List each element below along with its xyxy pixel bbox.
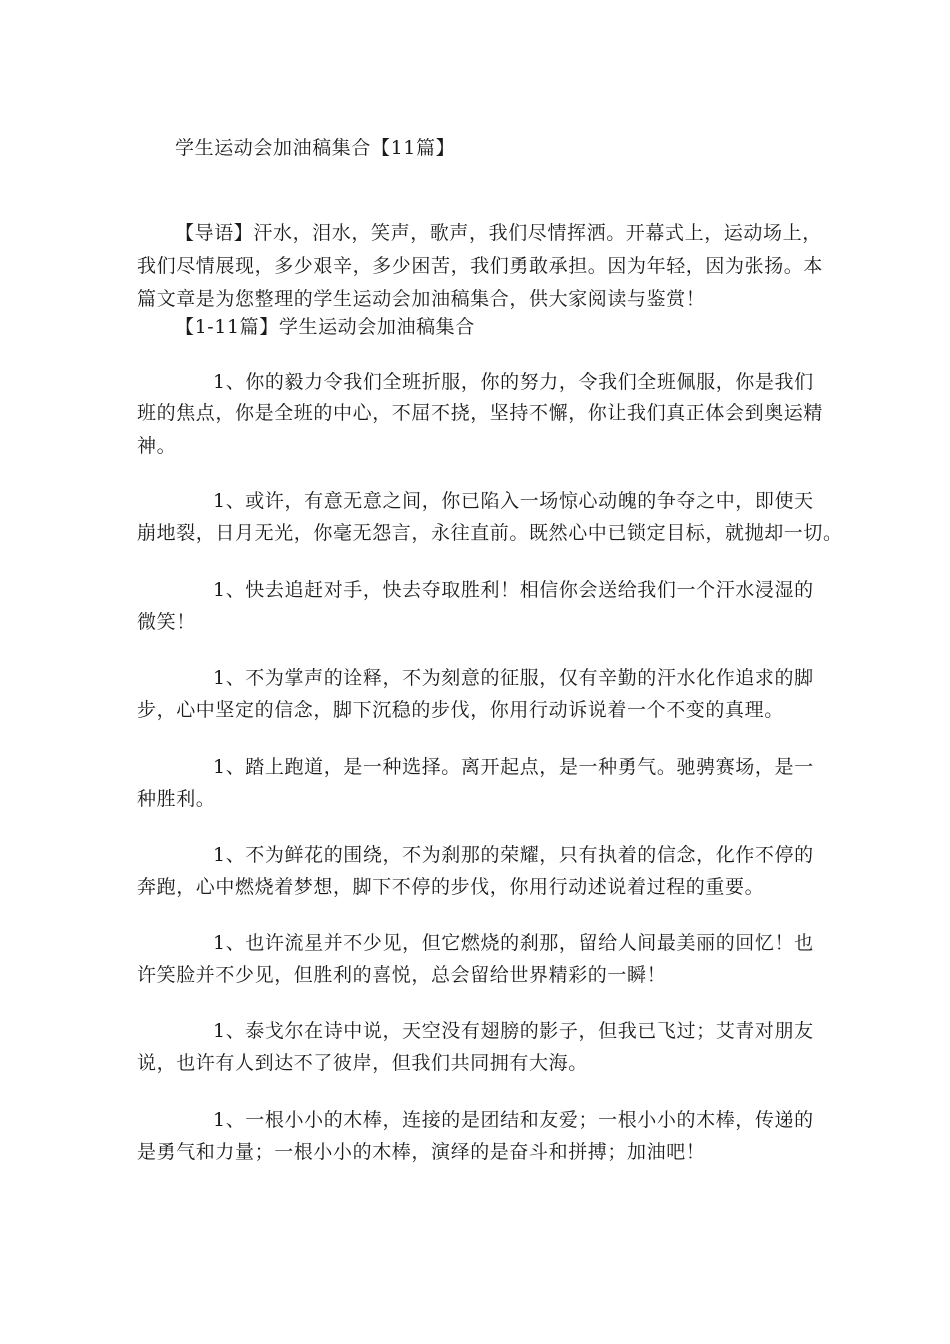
paragraph-line: 1、你的毅力令我们全班折服，你的努力，令我们全班佩服，你是我们: [213, 371, 814, 393]
section-heading: 【1-11篇】学生运动会加油稿集合: [175, 316, 475, 338]
paragraph-line: 1、或许，有意无意之间，你已陷入一场惊心动魄的争夺之中，即使天: [213, 490, 814, 512]
paragraph-line: 种胜利。: [137, 788, 216, 810]
paragraph-line: 奔跑，心中燃烧着梦想，脚下不停的步伐，你用行动述说着过程的重要。: [137, 876, 765, 898]
paragraph-line: 1、不为鲜花的围绕，不为刹那的荣耀，只有执着的信念，化作不停的: [213, 844, 814, 866]
paragraph-line: 是勇气和力量；一根小小的木棒，演绎的是奋斗和拼搏；加油吧！: [137, 1141, 706, 1163]
paragraph-line: 步，心中坚定的信念，脚下沉稳的步伐，你用行动诉说着一个不变的真理。: [137, 699, 784, 721]
paragraph-line: 说，也许有人到达不了彼岸，但我们共同拥有大海。: [137, 1052, 588, 1074]
paragraph-line: 1、不为掌声的诠释，不为刻意的征服，仅有辛勤的汗水化作追求的脚: [213, 667, 814, 689]
intro-line: 我们尽情展现，多少艰辛，多少困苦，我们勇敢承担。因为年轻，因为张扬。本: [137, 255, 824, 277]
paragraph-line: 崩地裂，日月无光，你毫无怨言，永往直前。既然心中已锁定目标，就抛却一切。: [137, 522, 843, 544]
document-title: 学生运动会加油稿集合【11篇】: [175, 137, 456, 159]
paragraph-line: 许笑脸并不少见，但胜利的喜悦，总会留给世界精彩的一瞬！: [137, 964, 667, 986]
paragraph-line: 微笑！: [137, 611, 196, 633]
paragraph-line: 1、踏上跑道，是一种选择。离开起点，是一种勇气。驰骋赛场，是一: [213, 756, 814, 778]
paragraph-line: 1、快去追赶对手，快去夺取胜利！相信你会送给我们一个汗水浸湿的: [213, 579, 814, 601]
intro-line: 【导语】汗水，泪水，笑声，歌声，我们尽情挥洒。开幕式上，运动场上，: [175, 222, 822, 244]
paragraph-line: 班的焦点，你是全班的中心，不屈不挠，坚持不懈，你让我们真正体会到奥运精: [137, 402, 824, 424]
paragraph-line: 神。: [137, 435, 177, 457]
paragraph-line: 1、泰戈尔在诗中说，天空没有翅膀的影子，但我已飞过；艾青对朋友: [213, 1020, 814, 1042]
intro-line: 篇文章是为您整理的学生运动会加油稿集合，供大家阅读与鉴赏！: [137, 288, 706, 310]
paragraph-line: 1、也许流星并不少见，但它燃烧的刹那，留给人间最美丽的回忆！也: [213, 932, 814, 954]
paragraph-line: 1、一根小小的木棒，连接的是团结和友爱；一根小小的木棒，传递的: [213, 1109, 814, 1131]
